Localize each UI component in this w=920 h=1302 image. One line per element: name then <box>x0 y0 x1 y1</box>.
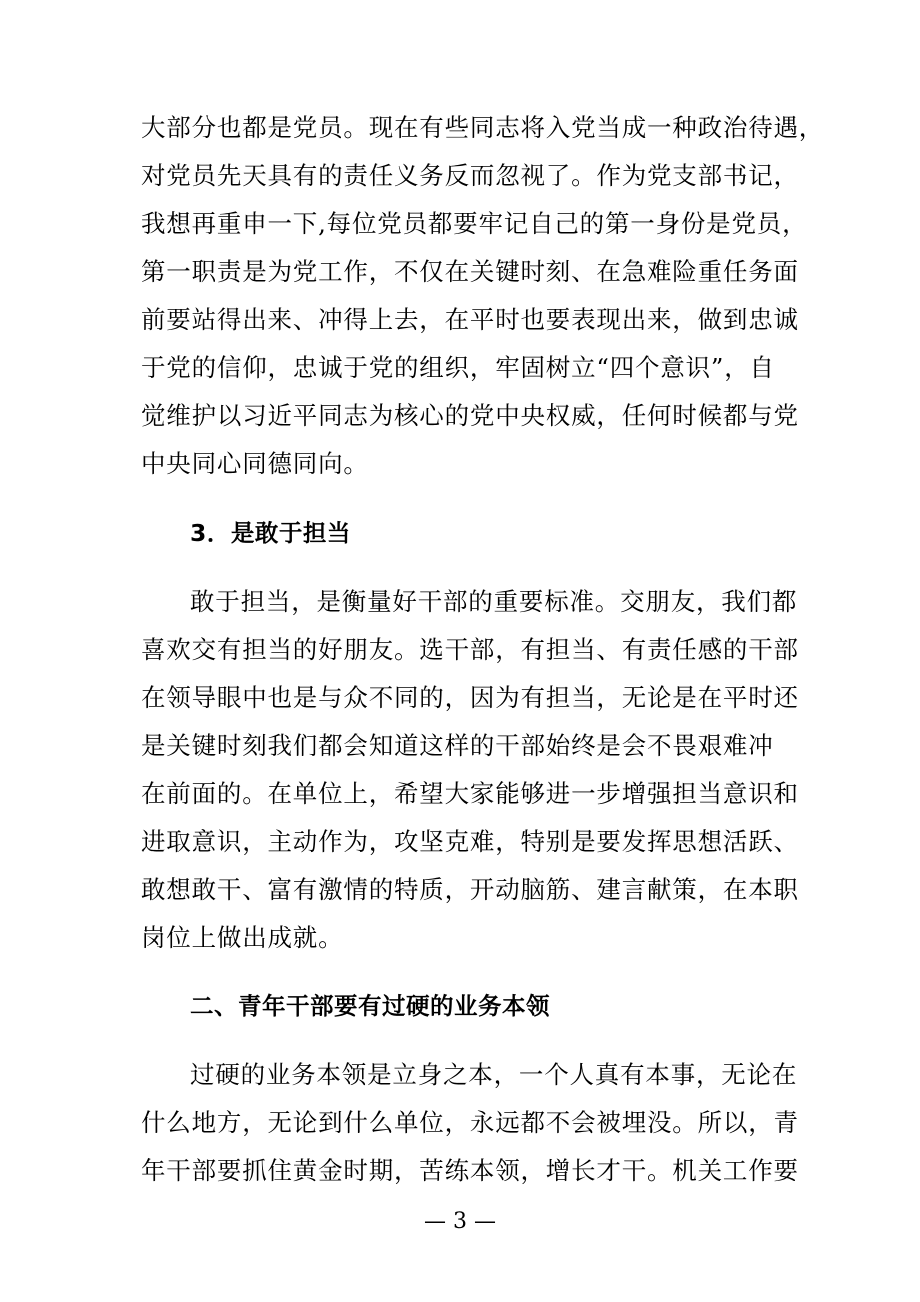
paragraph-3-line-2: 什么地方，无论到什么单位，永远都不会被埋没。所以，青 <box>141 1108 799 1137</box>
paragraph-2-line-4: 是关键时刻我们都会知道这样的干部始终是会不畏艰难冲 <box>141 731 774 760</box>
paragraph-1-line-6: 于党的信仰，忠诚于党的组织，牢固树立“四个意识”，自 <box>141 353 775 382</box>
paragraph-2-line-5: 在前面的。在单位上，希望大家能够进一步增强担当意识和 <box>141 779 799 808</box>
section-heading-3: 3．是敢于担当 <box>190 519 351 547</box>
paragraph-2-line-7: 敢想敢干、富有激情的特质，开动脑筋、建言献策，在本职 <box>141 875 799 904</box>
paragraph-1-line-4: 第一职责是为党工作，不仅在关键时刻、在急难险重任务面 <box>141 257 799 286</box>
paragraph-3-line-1: 过硬的业务本领是立身之本，一个人真有本事，无论在 <box>190 1060 798 1089</box>
paragraph-2-line-6: 进取意识，主动作为，攻坚克难，特别是要发挥思想活跃、 <box>141 827 799 856</box>
paragraph-2-line-3: 在领导眼中也是与众不同的，因为有担当，无论是在平时还 <box>141 683 799 712</box>
paragraph-2-line-1: 敢于担当，是衡量好干部的重要标准。交朋友，我们都 <box>190 587 798 616</box>
paragraph-2-line-8: 岗位上做出成就。 <box>141 923 344 952</box>
paragraph-3-line-3: 年干部要抓住黄金时期，苦练本领，增长才干。机关工作要 <box>141 1156 799 1185</box>
paragraph-1-line-2: 对党员先天具有的责任义务反而忽视了。作为党支部书记， <box>141 161 799 190</box>
paragraph-2-line-2: 喜欢交有担当的好朋友。选干部，有担当、有责任感的干部 <box>141 635 799 664</box>
paragraph-1-line-3: 我想再重申一下,每位党员都要牢记自己的第一身份是党员， <box>141 209 808 238</box>
paragraph-1-line-5: 前要站得出来、冲得上去，在平时也要表现出来，做到忠诚 <box>141 305 799 334</box>
paragraph-1-line-8: 中央同心同德同向。 <box>141 449 369 478</box>
paragraph-1-line-7: 觉维护以习近平同志为核心的党中央权威，任何时候都与党 <box>141 401 799 430</box>
section-heading-2: 二、青年干部要有过硬的业务本领 <box>190 992 550 1020</box>
paragraph-1-line-1: 大部分也都是党员。现在有些同志将入党当成一种政治待遇， <box>141 113 825 142</box>
page-number: — 3 — <box>424 1209 496 1234</box>
